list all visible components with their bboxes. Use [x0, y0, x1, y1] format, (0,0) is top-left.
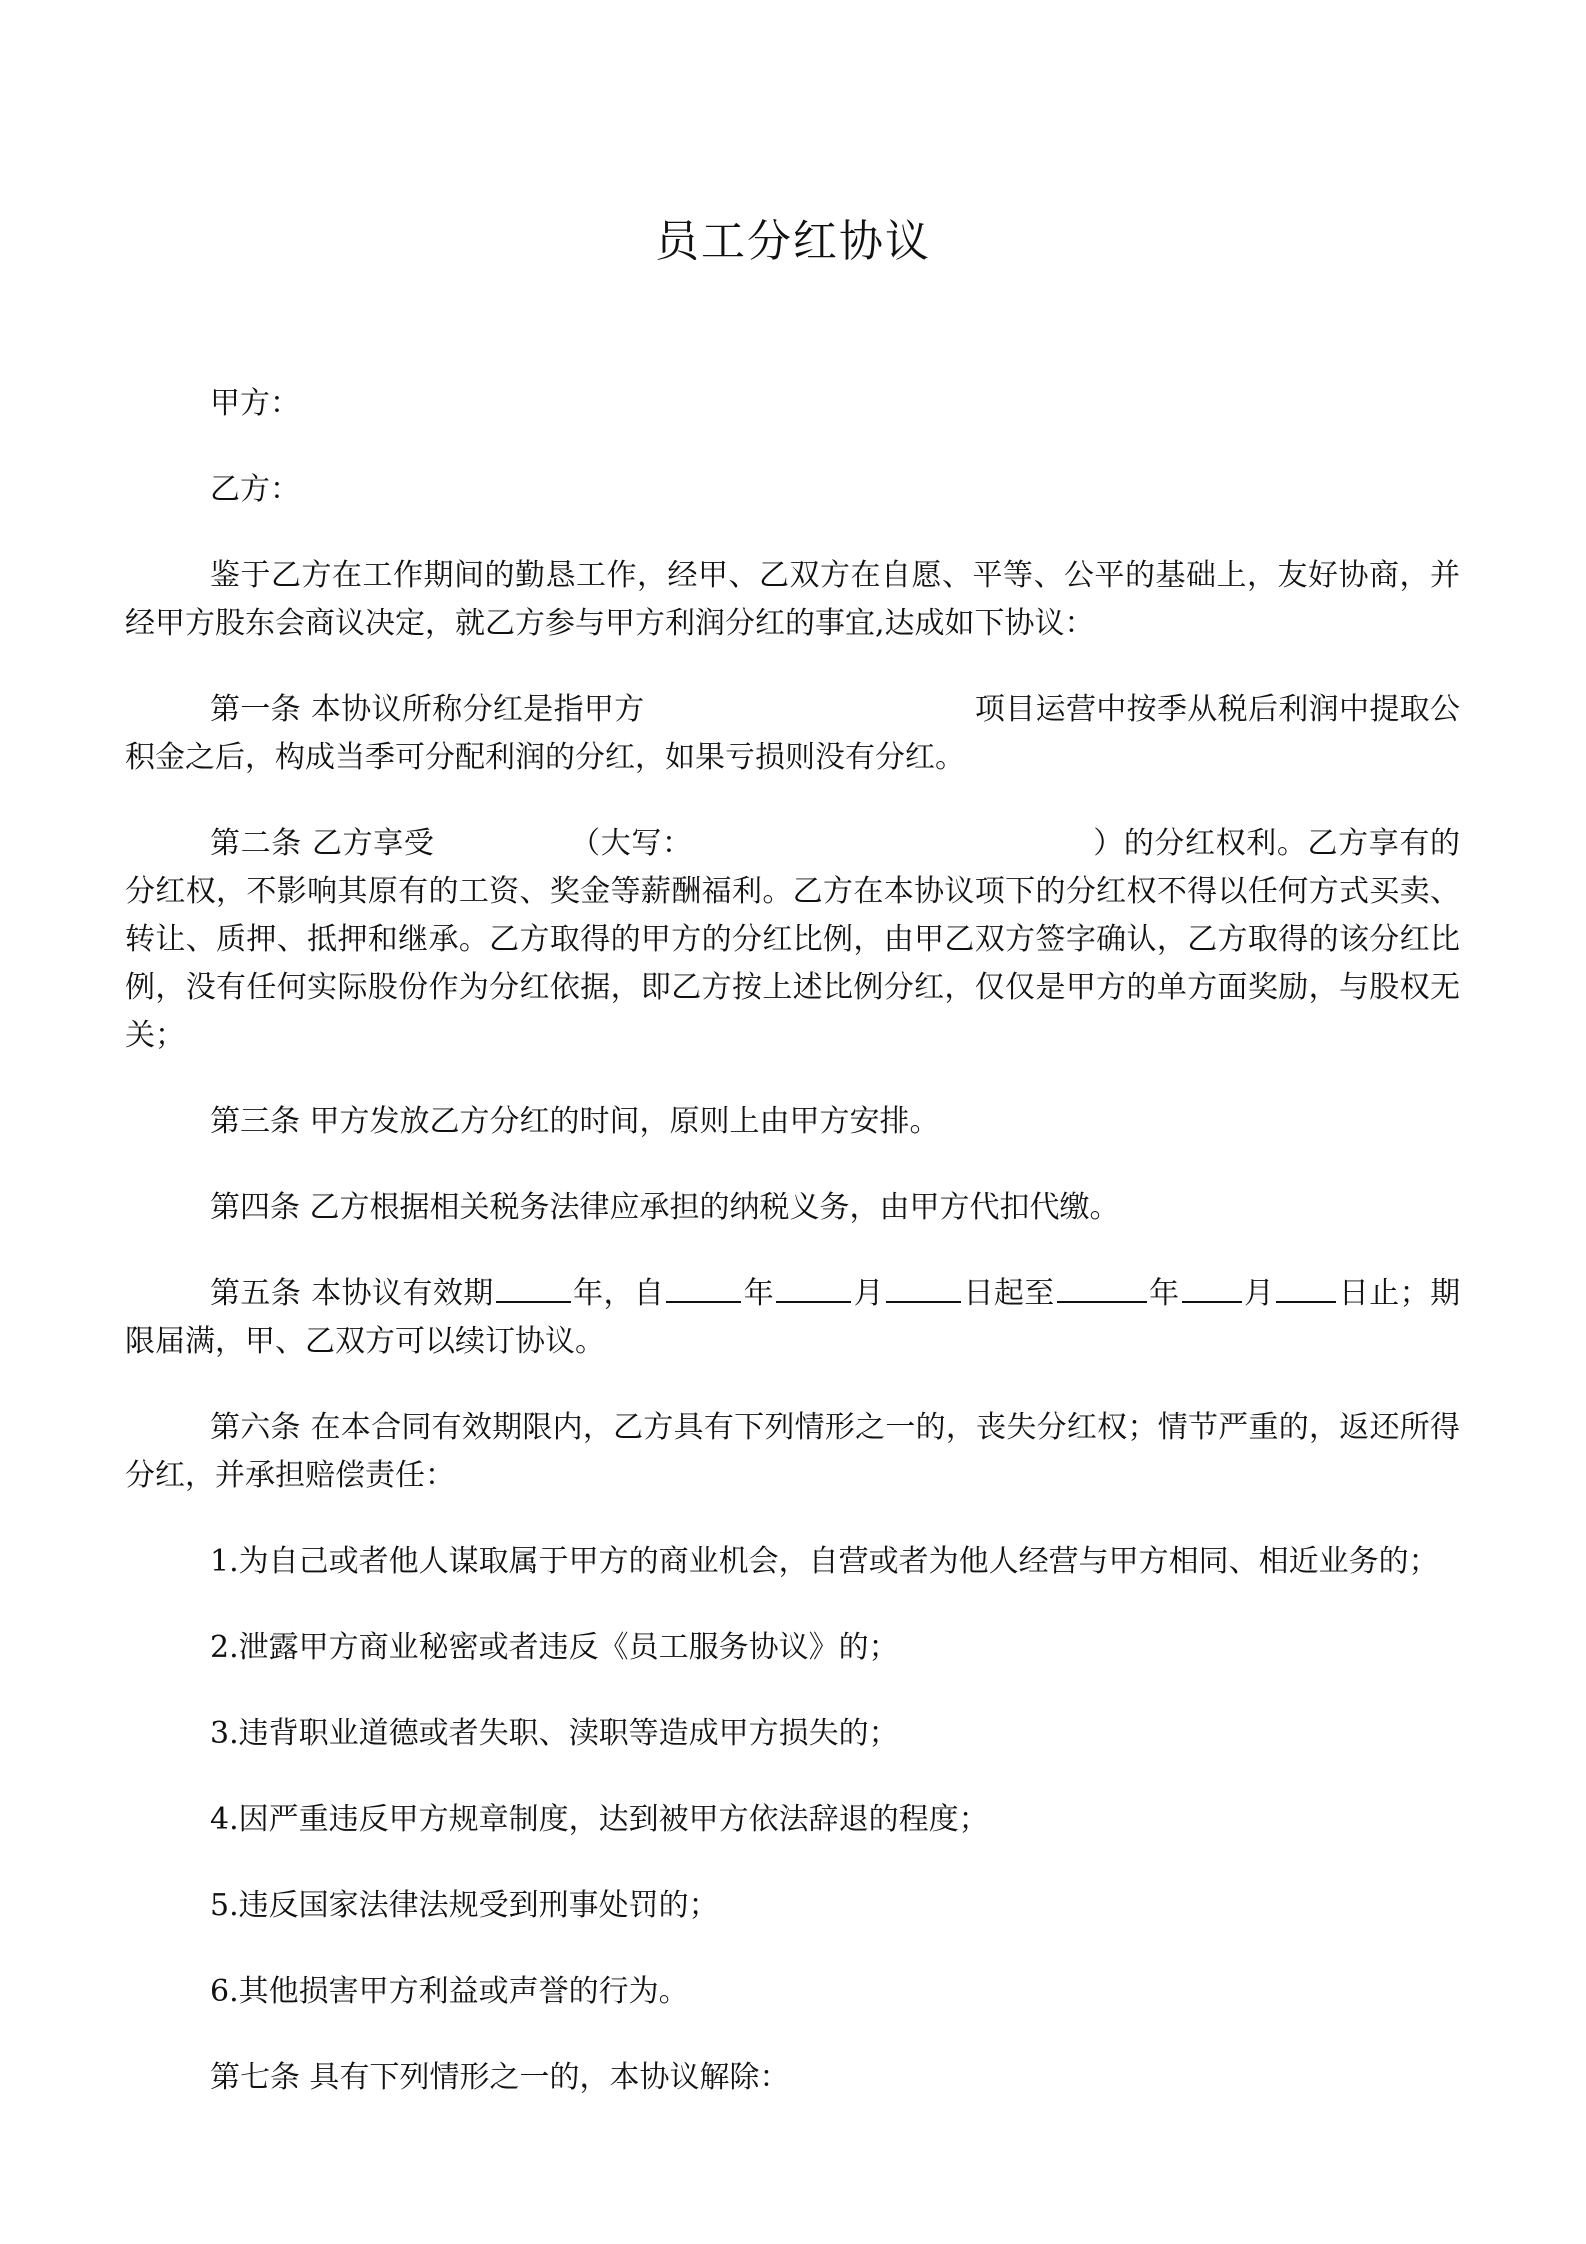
party-a-line: 甲方： [210, 386, 300, 421]
blank-end-month [1182, 1271, 1242, 1303]
article-5-p6: 年 [1148, 1276, 1180, 1311]
list-item: 4.因严重违反甲方规章制度，达到被甲方依法辞退的程度； [210, 1802, 989, 1837]
article-5-p7: 月 [1243, 1276, 1275, 1311]
list-item: 6.其他损害甲方利益或声誉的行为。 [210, 1974, 689, 2009]
article-1 [125, 686, 1460, 782]
intro-paragraph: 鉴于乙方在工作期间的勤恳工作，经甲、乙双方在自愿、平等、公平的基础上，友好协商，并经甲方股东会商议决定，就乙方参与甲方利润分红的事宜,达成如下协议： [125, 558, 1460, 641]
article-5-p8: 日止；期限届满，甲、乙双方可以续订协议。 [125, 1276, 1461, 1359]
article-2-mid: （大写： [569, 826, 693, 861]
list-item: 3.违背职业道德或者失职、渎职等造成甲方损失的； [210, 1716, 899, 1751]
blank-years [496, 1271, 571, 1303]
document-body [125, 380, 1460, 2140]
article-7: 第七条 具有下列情形之一的，本协议解除： [210, 2060, 790, 2095]
party-b-line: 乙方： [210, 472, 300, 507]
list-item: 2.泄露甲方商业秘密或者违反《员工服务协议》的； [210, 1630, 899, 1665]
article-1-head: 第一条 本协议所称分红是指甲方 [210, 692, 645, 727]
article-5 [125, 1270, 1460, 1366]
article-3: 第三条 甲方发放乙方分红的时间，原则上由甲方安排。 [210, 1104, 940, 1139]
blank-start-day [886, 1271, 961, 1303]
article-2-head: 第二条 乙方享受 [210, 826, 435, 861]
article-5-p5: 日起至 [963, 1276, 1055, 1311]
blank-start-month [776, 1271, 851, 1303]
article-1-tail: 项目运营中按季从税后利润中提取公积金之后，构成当季可分配利润的分红，如果亏损则没有分红。 [125, 692, 1460, 775]
list-item: 5.违反国家法律法规受到刑事处罚的； [210, 1888, 719, 1923]
blank-end-year [1057, 1271, 1147, 1303]
article-2 [125, 820, 1460, 1060]
article-5-p3: 年 [743, 1276, 775, 1311]
article-5-p1: 第五条 本协议有效期 [210, 1276, 494, 1311]
list-item: 1.为自己或者他人谋取属于甲方的商业机会，自营或者为他人经营与甲方相同、相近业务的； [210, 1544, 1439, 1579]
article-2-tail: ）的分红权利。乙方享有的分红权，不影响其原有的工资、奖金等薪酬福利。乙方在本协议项下的分红权不得以任何方式买卖、转让、质押、抵押和继承。乙方取得的甲方的分红比例，由甲乙双方签字确认，乙方取得的该分红比例，没有任何实际股份作为分红依据，即乙方按上述比例分红，仅仅是甲方的单方面奖励，与股权无关； [125, 826, 1460, 1053]
article-5-p4: 月 [853, 1276, 885, 1311]
article-5-p2: 年，自 [572, 1276, 665, 1311]
article-4: 第四条 乙方根据相关税务法律应承担的纳税义务，由甲方代扣代缴。 [210, 1190, 1120, 1225]
document-title: 员工分红协议 [655, 216, 931, 267]
article-6: 第六条 在本合同有效期限内，乙方具有下列情形之一的，丧失分红权；情节严重的，返还所得分红，并承担赔偿责任： [125, 1410, 1460, 1493]
blank-end-day [1276, 1271, 1336, 1303]
blank-start-year [666, 1271, 741, 1303]
